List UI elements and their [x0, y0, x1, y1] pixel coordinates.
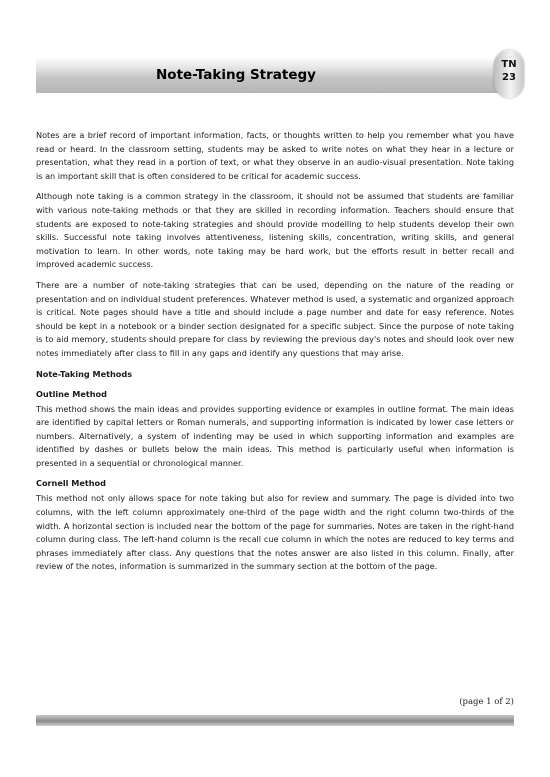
- intro-paragraph-3: There are a number of note-taking strategies that can be used, depending on the nature of the reading or presentation and on individual student preferences. Whatever method is used, a systematic and organized approach is critical. Note pages should have a title and should include a page number and date for easy reference. Notes should be kept in a notebook or a binder section designated for a specific subject. Since the purpose of note taking is to aid memory, students should prepare for class by reviewing the previous day's notes and should look over new notes immediately after class to fill in any gaps and identify any questions that may arise.: [36, 279, 514, 358]
- outline-method-heading: Outline Method: [36, 388, 107, 399]
- footer-bar: [36, 715, 514, 726]
- cornell-method-paragraph: This method not only allows space for note taking but also for review and summary. The page is divided into two columns, with the left column approximately one-third of the page width and the right column two-thirds of the width. A horizontal section is included near the bottom of the page for summaries. Notes are taken in the right-hand column during class. The left-hand column is the recall cue column in which the notes are reduced to key terms and phrases immediately after class. Any questions that the notes answer are also listed in this column. Finally, after review of the notes, information is summarized in the summary section at the bottom of the page.: [36, 493, 514, 572]
- page-number: (page 1 of 2): [459, 697, 514, 707]
- cornell-method-heading: Cornell Method: [36, 478, 106, 489]
- intro-paragraph-2: Although note taking is a common strategy in the classroom, it should not be assumed that students are familiar with various note-taking methods or that they are skilled in recording information. Teachers should ensure that students are exposed to note-taking strategies and should provide modelling to help students develop their own skills. Successful note taking involves attentiveness, listening skills, concentration, writing skills, and general motivation to learn. In other words, note taking may be hard work, but the efforts result in better recall and improved academic success.: [36, 191, 514, 270]
- tn-badge: [494, 50, 524, 98]
- methods-heading: Note-Taking Methods: [36, 368, 133, 379]
- document-body: [36, 129, 514, 581]
- badge-number: 23: [502, 72, 516, 83]
- page-title: Note-Taking Strategy: [156, 67, 316, 83]
- badge-label: TN: [501, 59, 517, 70]
- intro-paragraph-1: Notes are a brief record of important information, facts, or thoughts written to help you remember what you have read or heard. In the classroom setting, students may be asked to write notes on what they hear in a lecture or presentation, what they read in a portion of text, or what they observe in an audio-visual presentation. Note taking is an important skill that is often considered to be critical for academic success.: [36, 130, 514, 181]
- outline-method-paragraph: This method shows the main ideas and provides supporting evidence or examples in outline format. The main ideas are identified by capital letters or Roman numerals, and supporting information is indicated by lower case letters or numbers. Alternatively, a system of indenting may be used in which supporting information and examples are identified by dashes or bullets below the main ideas. This method is particularly useful when information is presented in a sequential or chronological manner.: [36, 403, 514, 468]
